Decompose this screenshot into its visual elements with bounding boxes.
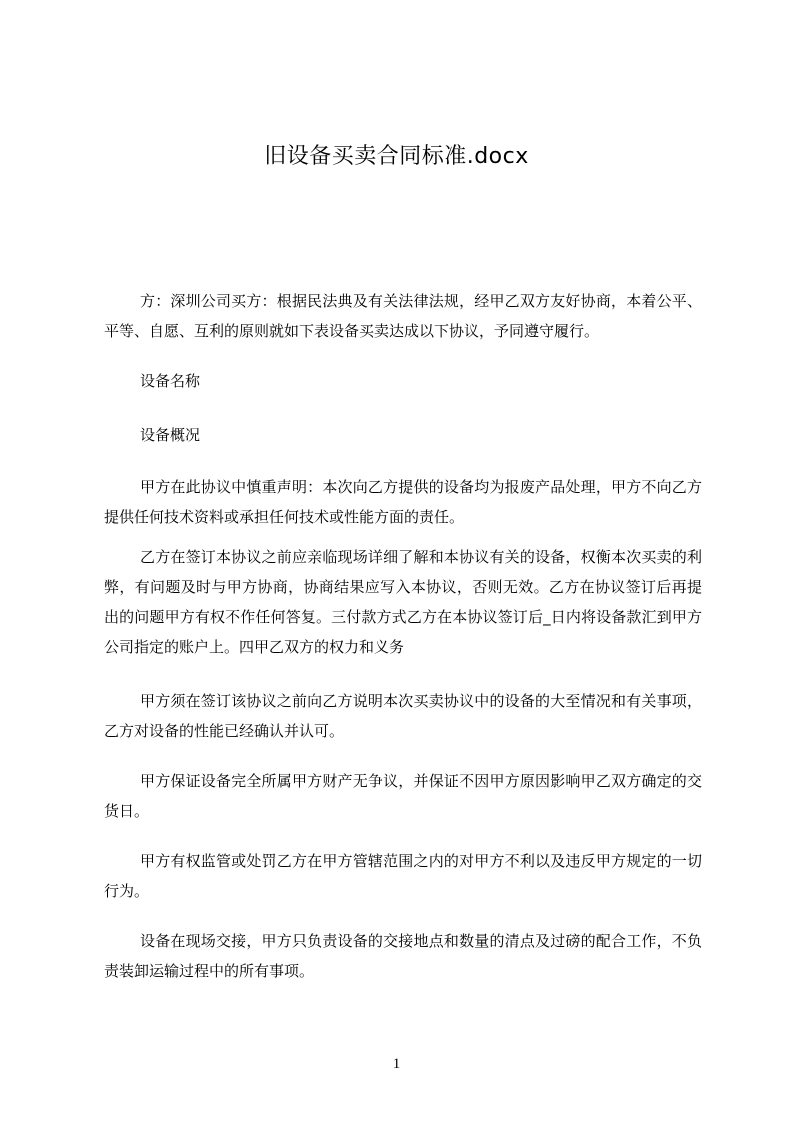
paragraph-ownership-guarantee: 甲方保证设备完全所属甲方财产无争议，并保证不因甲方原因影响甲乙双方确定的交货日。 — [104, 772, 702, 820]
page-number: 1 — [392, 1056, 401, 1072]
paragraph-party-b-inspection: 乙方在签订本协议之前应亲临现场详细了解和本协议有关的设备，权衡本次买卖的利弊，有问题及时与甲方协商，协商结果应写入本协议，否则无效。乙方在协议签订后再提出的问题甲方有权不作任何答复。三付款方式乙方在本协议签订后_日内将设备款汇到甲方公司指定的账户上。四甲乙双方的权力和义务 — [104, 548, 702, 656]
paragraph-equipment-name: 设备名称 — [140, 372, 201, 390]
paragraph-supervision-rights: 甲方有权监管或处罚乙方在甲方管辖范围之内的对甲方不利以及违反甲方规定的一切行为。 — [104, 852, 702, 900]
paragraph-party-a-declaration: 甲方在此协议中慎重声明：本次向乙方提供的设备均为报废产品处理，甲方不向乙方提供任何技术资料或承担任何技术或性能方面的责任。 — [104, 478, 702, 526]
paragraph-onsite-handover: 设备在现场交接，甲方只负责设备的交接地点和数量的清点及过磅的配合工作，不负责装卸运输过程中的所有事项。 — [104, 932, 702, 980]
paragraph-party-a-disclosure: 甲方须在签订该协议之前向乙方说明本次买卖协议中的设备的大至情况和有关事项，乙方对设备的性能已经确认并认可。 — [104, 692, 702, 740]
paragraph-preamble: 方：深圳公司买方：根据民法典及有关法律法规，经甲乙双方友好协商，本着公平、平等、自愿、互利的原则就如下表设备买卖达成以下协议，予同遵守履行。 — [104, 292, 702, 340]
paragraph-equipment-overview: 设备概况 — [140, 426, 201, 444]
document-title: 旧设备买卖合同标准.docx — [264, 144, 529, 169]
